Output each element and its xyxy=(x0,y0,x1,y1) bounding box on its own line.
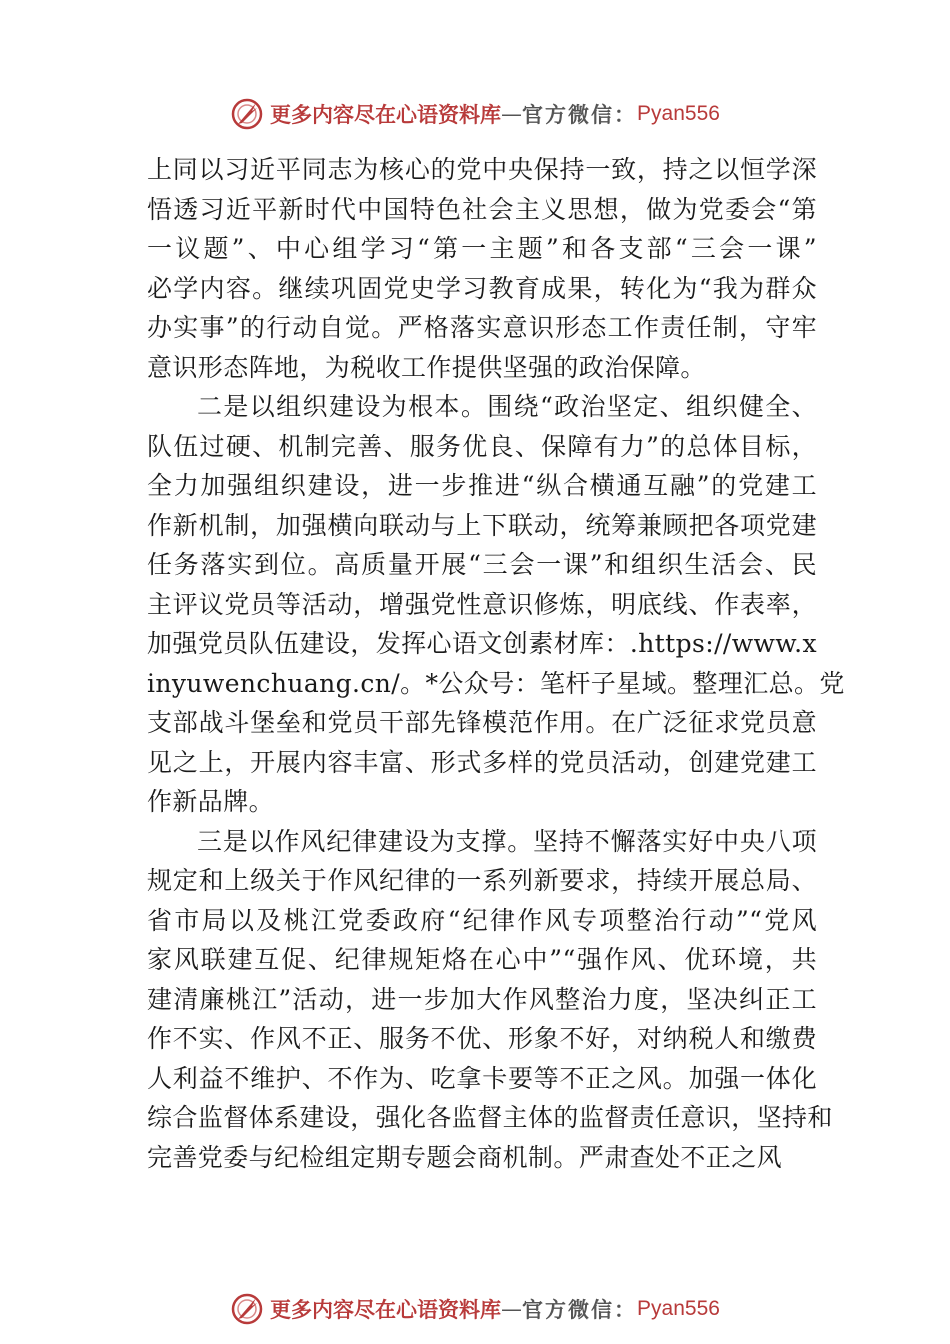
text-line: inyuwenchuang.cn/。*公众号：笔杆子星域。整理汇总。党 xyxy=(147,668,845,698)
paragraph-1 xyxy=(147,150,817,387)
text-line: 办实事”的行动自觉。严格落实意识形态工作责任制，守牢 xyxy=(147,313,817,342)
text-line: 综合监督体系建设，强化各监督主体的监督责任意识，坚持和 xyxy=(147,1103,833,1132)
text-line: 完善党委与纪检组定期专题会商机制。严肃查处不正之风 xyxy=(147,1142,783,1172)
text-line: 作新品牌。 xyxy=(147,787,275,816)
text-line: 任务落实到位。高质量开展“三会一课”和组织生活会、民 xyxy=(147,550,817,579)
text-line: 人利益不维护、不作为、吃拿卡要等不正之风。加强一体化 xyxy=(147,1063,817,1093)
text-line: 规定和上级关于作风纪律的一系列新要求，持续开展总局、 xyxy=(147,866,817,895)
quill-pen-logo-icon xyxy=(230,1292,264,1326)
text-line: 建清廉桃江”活动，进一步加大作风整治力度，坚决纠正工 xyxy=(147,984,817,1014)
text-line: 家风联建互促、纪律规矩烙在心中”“强作风、优环境，共 xyxy=(147,945,817,974)
banner-wechat-id: Pyan556 xyxy=(637,1297,720,1320)
text-line: 队伍过硬、机制完善、服务优良、保障有力”的总体目标， xyxy=(147,431,817,461)
text-line: 二是以组织建设为根本。围绕“政治坚定、组织健全、 xyxy=(197,392,817,421)
text-line: 加强党员队伍建设，发挥心语文创素材库：.https://www.x xyxy=(147,629,817,658)
text-line: 意识形态阵地，为税收工作提供坚强的政治保障。 xyxy=(147,352,706,382)
text-line: 悟透习近平新时代中国特色社会主义思想，做为党委会“第 xyxy=(147,194,817,224)
banner-dash: — xyxy=(501,1297,523,1321)
paragraph-2 xyxy=(147,387,845,822)
text-line: 作不实、作风不正、服务不优、形象不好，对纳税人和缴费 xyxy=(147,1024,817,1053)
text-line: 省市局以及桃江党委政府“纪律作风专项整治行动”“党风 xyxy=(147,905,817,935)
banner-library-text: 更多内容尽在心语资料库 xyxy=(270,102,502,127)
text-line: 一议题”、中心组学习“第一主题”和各支部“三会一课” xyxy=(147,234,817,263)
banner-wechat-id: Pyan556 xyxy=(637,102,720,125)
quill-pen-logo-icon xyxy=(230,97,264,131)
text-line: 主评议党员等活动，增强党性意识修炼，明底线、作表率， xyxy=(147,589,817,619)
document-body xyxy=(147,150,845,1177)
paragraph-3 xyxy=(147,822,833,1178)
header-banner xyxy=(0,94,950,134)
banner-wechat-label: 官方微信： xyxy=(522,1297,638,1322)
text-line: 作新机制，加强横向联动与上下联动，统筹兼顾把各项党建 xyxy=(147,510,817,540)
banner-library-text: 更多内容尽在心语资料库 xyxy=(270,1297,502,1322)
banner-dash: — xyxy=(501,102,523,126)
text-line: 三是以作风纪律建设为支撑。坚持不懈落实好中央八项 xyxy=(197,826,817,856)
text-line: 全力加强组织建设，进一步推进“纵合横通互融”的党建工 xyxy=(147,471,817,500)
text-line: 上同以习近平同志为核心的党中央保持一致，持之以恒学深 xyxy=(147,155,817,184)
footer-banner xyxy=(0,1289,950,1329)
text-line: 必学内容。继续巩固党史学习教育成果，转化为“我为群众 xyxy=(147,273,817,303)
banner-wechat-label: 官方微信： xyxy=(522,102,638,127)
text-line: 见之上，开展内容丰富、形式多样的党员活动，创建党建工 xyxy=(147,747,817,777)
text-line: 支部战斗堡垒和党员干部先锋模范作用。在广泛征求党员意 xyxy=(147,708,817,737)
